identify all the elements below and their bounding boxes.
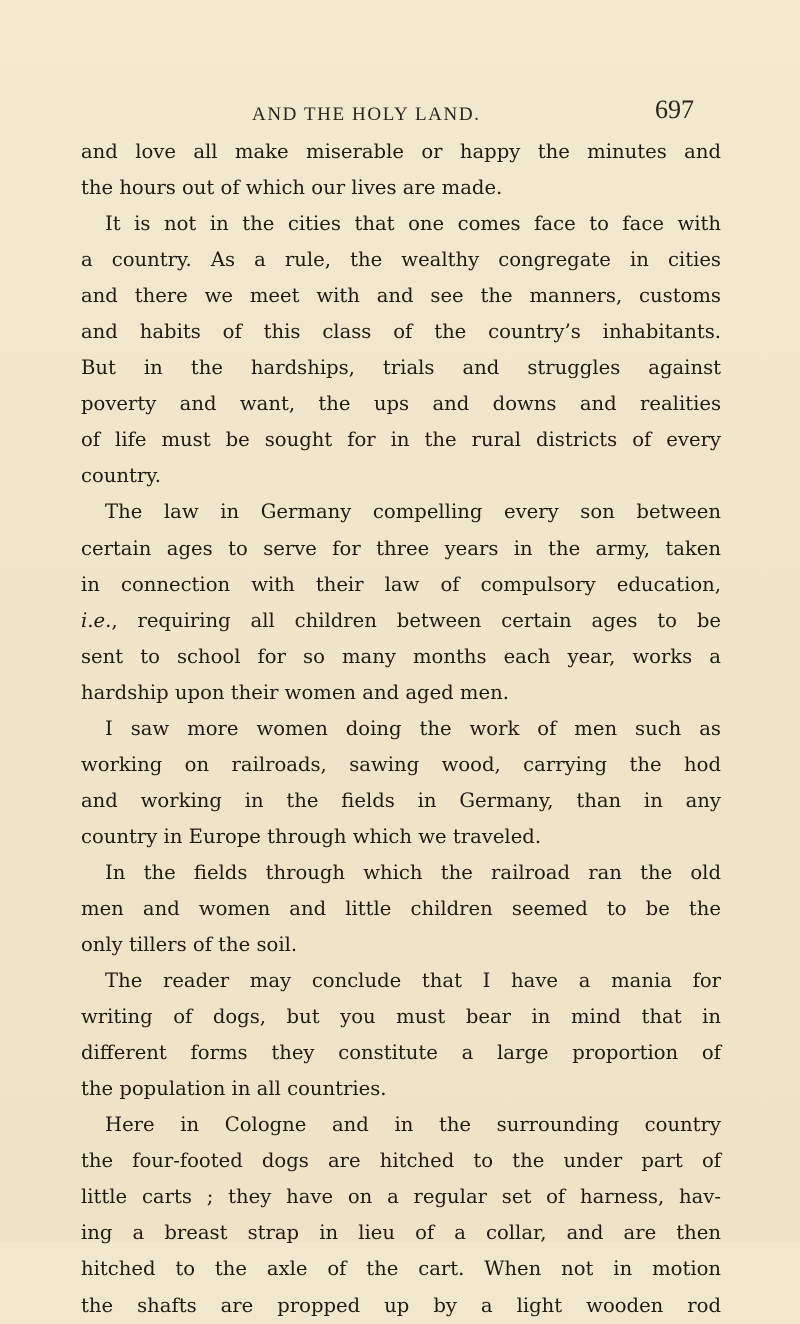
text-line: only tillers of the soil.: [81, 933, 298, 957]
text-line: i.e., requiring all children between certain ages to be: [81, 608, 721, 632]
text-line: country in Europe through which we traveled.: [81, 824, 542, 848]
text-line: the hours out of which our lives are made.: [81, 176, 503, 200]
text-line: the shafts are propped up by a light wooden rod: [81, 1293, 721, 1317]
text-line: poverty and want, the ups and downs and realities: [81, 392, 721, 416]
running-title: AND THE HOLY LAND.: [252, 104, 481, 125]
text-line: The reader may conclude that I have a mania for: [105, 969, 721, 993]
text-line: It is not in the cities that one comes face to face with: [105, 212, 721, 236]
text-line: men and women and little children seemed to be the: [81, 896, 721, 920]
text-line: and working in the fields in Germany, than in any: [81, 788, 721, 812]
body-text: [81, 134, 721, 1324]
page-number: 697: [655, 95, 694, 124]
text-line: and habits of this class of the country’s inhabitants.: [81, 320, 721, 344]
text-line: the population in all countries.: [81, 1077, 387, 1101]
text-line: Here in Cologne and in the surrounding country: [105, 1113, 721, 1137]
text-line: hardship upon their women and aged men.: [81, 680, 509, 704]
text-line: sent to school for so many months each year, works a: [81, 644, 721, 668]
text-line: certain ages to serve for three years in the army, taken: [81, 536, 721, 560]
text-line: different forms they constitute a large proportion of: [81, 1041, 721, 1065]
text-line: of life must be sought for in the rural districts of every: [81, 428, 721, 452]
running-head: [0, 82, 800, 125]
text-line: working on railroads, sawing wood, carrying the hod: [81, 752, 721, 776]
text-line: ing a breast strap in lieu of a collar, and are then: [81, 1221, 721, 1245]
text-line: But in the hardships, trials and struggles against: [81, 356, 721, 380]
text-line: hitched to the axle of the cart. When not in motion: [81, 1257, 721, 1281]
text-line: in connection with their law of compulsory education,: [81, 572, 721, 596]
text-line: and love all make miserable or happy the minutes and: [81, 140, 721, 163]
text-line: country.: [81, 464, 161, 488]
text-line: a country. As a rule, the wealthy congregate in cities: [81, 248, 721, 272]
text-line: I saw more women doing the work of men such as: [105, 716, 721, 740]
text-line: The law in Germany compelling every son between: [105, 500, 721, 524]
text-line: the four-footed dogs are hitched to the under part of: [81, 1149, 721, 1173]
text-line: little carts ; they have on a regular set of harness, hav-: [81, 1185, 721, 1209]
text-line: and there we meet with and see the manners, customs: [81, 284, 721, 308]
text-line: In the fields through which the railroad ran the old: [105, 860, 721, 884]
text-line: writing of dogs, but you must bear in mind that in: [81, 1005, 721, 1029]
